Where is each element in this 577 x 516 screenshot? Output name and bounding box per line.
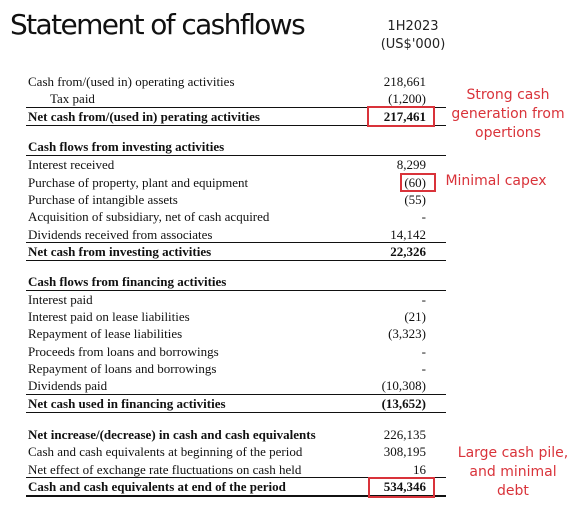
row-label: Interest received xyxy=(28,157,115,172)
row-label: Cash from/(used in) operating activities xyxy=(28,74,235,89)
row-label: Interest paid on lease liabilities xyxy=(28,309,190,324)
highlight-box-operating xyxy=(367,106,435,127)
table-row xyxy=(26,461,446,478)
row-value: (13,652) xyxy=(381,396,426,411)
table-rule xyxy=(26,242,446,243)
table-row xyxy=(26,174,446,191)
table-rule xyxy=(26,290,446,291)
table-row xyxy=(26,325,446,342)
table-row xyxy=(26,156,446,173)
row-value: 8,299 xyxy=(396,157,426,172)
row-label: Repayment of loans and borrowings xyxy=(28,361,217,376)
row-value: (55) xyxy=(404,192,426,207)
table-row xyxy=(26,308,446,325)
row-label: Net increase/(decrease) in cash and cash equivalents xyxy=(28,427,316,442)
row-label: Repayment of lease liabilities xyxy=(28,326,183,341)
row-value: 14,142 xyxy=(390,227,426,242)
row-label: Interest paid xyxy=(28,292,93,307)
currency-label: (US$'000) xyxy=(380,37,446,52)
row-value: 308,195 xyxy=(383,444,426,459)
row-value: (60) xyxy=(404,175,426,190)
table-row xyxy=(26,343,446,360)
table-rule xyxy=(26,412,446,413)
table-row-total xyxy=(26,243,446,260)
annotation-cash: Large cash pile, and minimal debt xyxy=(457,445,569,499)
row-value: (3,323) xyxy=(388,326,426,341)
row-value: 218,661 xyxy=(383,74,426,89)
column-header xyxy=(372,18,454,54)
table-rule xyxy=(26,394,446,395)
highlight-box-capex xyxy=(400,173,436,192)
row-value: - xyxy=(421,209,426,224)
row-value: 22,326 xyxy=(390,244,426,259)
row-value: (21) xyxy=(404,309,426,324)
row-label: Cash flows from investing activities xyxy=(28,139,225,154)
row-label: Cash flows from financing activities xyxy=(28,274,227,289)
row-label: Acquisition of subsidiary, net of cash acquired xyxy=(28,209,270,224)
section-heading xyxy=(26,138,446,155)
row-label: Purchase of property, plant and equipment xyxy=(28,175,249,190)
row-value: - xyxy=(421,361,426,376)
table-row-total xyxy=(26,426,446,443)
row-label: Dividends paid xyxy=(28,378,108,393)
table-row xyxy=(26,443,446,460)
row-label: Net cash from investing activities xyxy=(28,244,212,259)
table-row xyxy=(26,226,446,243)
period-label: 1H2023 xyxy=(387,19,439,34)
row-value: 534,346 xyxy=(383,479,426,494)
row-value: 217,461 xyxy=(383,109,426,124)
row-value: (10,308) xyxy=(381,378,426,393)
section-heading xyxy=(26,273,446,290)
table-row xyxy=(26,377,446,394)
table-row xyxy=(26,360,446,377)
row-label: Cash and cash equivalents at end of the period xyxy=(28,479,286,494)
table-row xyxy=(26,291,446,308)
row-label: Net effect of exchange rate fluctuations on cash held xyxy=(28,462,302,477)
row-label: Net cash used in financing activities xyxy=(28,396,226,411)
row-label: Cash and cash equivalents at beginning of the period xyxy=(28,444,303,459)
row-label: Tax paid xyxy=(50,91,95,106)
table-row xyxy=(26,90,446,107)
table-row xyxy=(26,191,446,208)
annotation-operations: Strong cash generation from opertions xyxy=(451,87,565,141)
row-label: Dividends received from associates xyxy=(28,227,213,242)
annotation-capex: Minimal capex xyxy=(445,173,547,189)
row-value: 16 xyxy=(413,462,426,477)
row-value: - xyxy=(421,292,426,307)
table-row xyxy=(26,208,446,225)
table-row-total xyxy=(26,395,446,412)
row-label: Proceeds from loans and borrowings xyxy=(28,344,219,359)
row-value: (1,200) xyxy=(388,91,426,106)
row-value: 226,135 xyxy=(383,427,426,442)
row-value: - xyxy=(421,344,426,359)
table-row xyxy=(26,73,446,90)
row-label: Purchase of intangible assets xyxy=(28,192,178,207)
highlight-box-cash xyxy=(368,477,435,498)
page-title: Statement of cashflows xyxy=(10,8,305,41)
table-rule xyxy=(26,155,446,156)
table-rule xyxy=(26,260,446,261)
row-label: Net cash from/(used in) perating activities xyxy=(28,109,260,124)
